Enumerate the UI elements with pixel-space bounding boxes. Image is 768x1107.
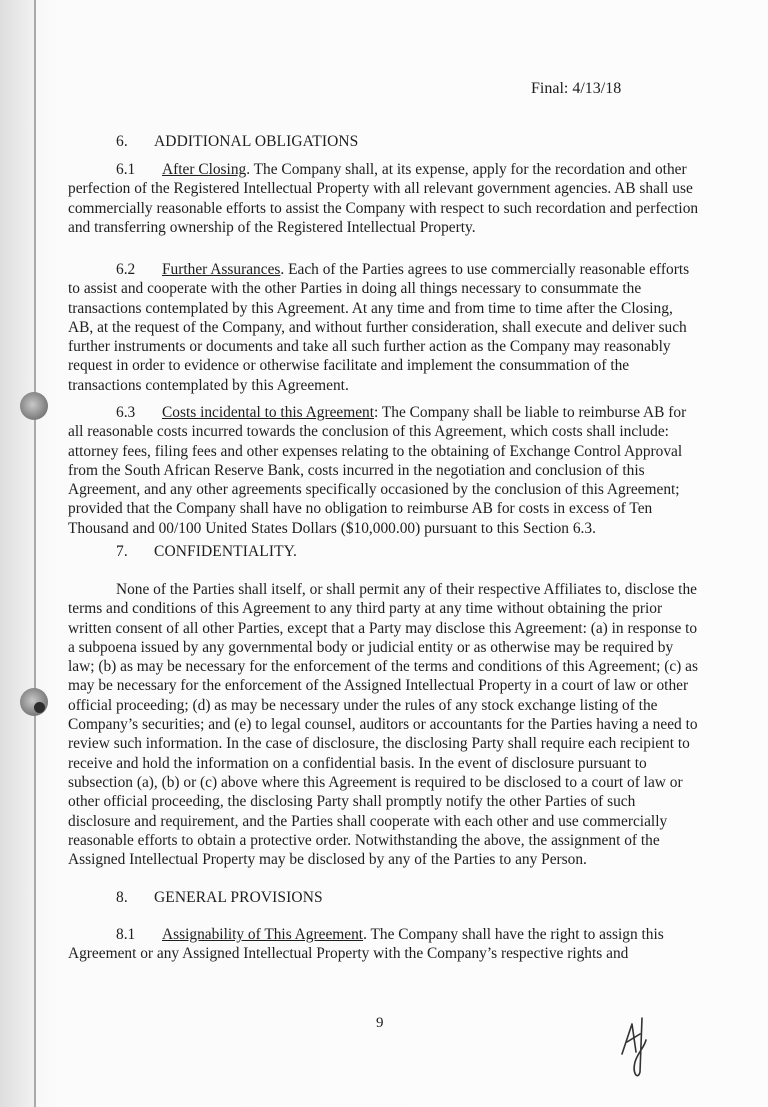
section-number: 6.: [116, 133, 128, 150]
subsection-6-2: 6.2 Further Assurances. Each of the Parties agrees to use commercially reasonable efforts to assist and cooperate with the other Parties in doing all things necessary to consummate the transactions contemplated by this Agreement. At any time and from time to time after the Closing, AB, at the request of the Company, and without further consideration, shall execute and deliver such further instruments or documents and take all such further action as the Company may reasonably request in order to evidence or otherwise facilitate and implement the consummation of the transactions contemplated by this Agreement.: [68, 261, 690, 394]
page-number: 9: [376, 1015, 384, 1031]
section-title: CONFIDENTIALITY.: [154, 543, 297, 560]
section-number: 7.: [116, 543, 128, 560]
subsection-body: Each of the Parties agrees to use commercially reasonable efforts to assist and cooperate with the other Parties in doing all things necessary to consummate the transactions contemplated by this Agreement. At any time and from time to time after the Closing, AB, at the request of the Company, and without further consideration, shall execute and deliver such further instruments or documents and take all such further action as the Company may reasonably request in order to evidence or otherwise facilitate and implement the consummation of the transactions contemplated by this Agreement.: [68, 261, 690, 394]
version-label: Final: 4/13/18: [531, 80, 622, 97]
section-title: ADDITIONAL OBLIGATIONS: [154, 133, 359, 150]
subsection-6-1: 6.1 After Closing. The Company shall, at its expense, apply for the recordation and other perfection of the Registered Intellectual Property with all relevant government agencies. AB shall use commercially reasonable efforts to assist the Company with respect to such recordation and perfection and transferring ownership of the Registered Intellectual Property.: [68, 161, 699, 236]
initials-signature-icon: [618, 1012, 658, 1082]
subsection-body: The Company shall, at its expense, apply for the recordation and other perfection of the Registered Intellectual Property with all relevant government agencies. AB shall use commercially reasonable efforts to assist the Company with respect to such recordation and perfection and transferring ownership of the Registered Intellectual Property.: [68, 161, 699, 236]
section-heading-8: [116, 889, 323, 907]
section-title: GENERAL PROVISIONS: [154, 889, 323, 906]
subsection-number: 6.3: [116, 404, 136, 421]
subsection-title: Further Assurances: [162, 261, 281, 278]
section-heading-6: [116, 133, 358, 151]
section-heading-7: [116, 543, 297, 561]
subsection-body: The Company shall be liable to reimburse AB for all reasonable costs incurred towards the conclusion of this Agreement, which costs shall include: attorney fees, filing fees and other expenses relating to the obtaining of Exchange Control Approval from the South African Reserve Bank, costs incurred in the negotiation and conclusion of this Agreement, and any other agreements specifically occasioned by the conclusion of this Agreement; provided that the Company shall have no obligation to reimburse AB for costs in excess of Ten Thousand and 00/100 United States Dollars ($10,000.00) pursuant to this Section 6.3.: [68, 404, 687, 537]
subsection-number: 8.1: [116, 926, 136, 943]
confidentiality-text: None of the Parties shall itself, or shall permit any of their respective Affiliates to, disclose the terms and conditions of this Agreement to any third party at any time without obtaining the prior written consent of all other Parties, except that a Party may disclose this Agreement: (a) in response to a subpoena issued by any governmental body or judicial entity or as otherwise may be required by law; (b) as may be necessary for the enforcement of the terms and conditions of this Agreement; (c) as may be necessary for the enforcement of the Assigned Intellectual Property in a court of law or other official proceeding; (d) as may be necessary under the rules of any stock exchange listing of the Company’s securities; and (e) to legal counsel, auditors or accountants for the Parties having a need to review such information. In the case of disclosure, the disclosing Party shall require each recipient to receive and hold the information on a confidential basis. In the event of disclosure pursuant to subsection (a), (b) or (c) above where this Agreement is required to be disclosed to a court of law or other official proceeding, the disclosing Party shall promptly notify the other Parties of such disclosure and requirement, and the Parties shall cooperate with each other and use commercially reasonable efforts to obtain a protective order. Notwithstanding the above, the assignment of the Assigned Intellectual Property may be disclosed by any of the Parties to any Person.: [68, 581, 698, 869]
subsection-8-1: 8.1 Assignability of This Agreement. The Company shall have the right to assign this Agreement or any Assigned Intellectual Property with the Company’s respective rights and: [68, 926, 664, 963]
subsection-title: Costs incidental to this Agreement: [162, 404, 375, 421]
subsection-number: 6.1: [116, 161, 136, 178]
section-7-body: [68, 580, 700, 869]
subsection-title: Assignability of This Agreement: [162, 926, 364, 943]
subsection-6-3: 6.3 Costs incidental to this Agreement: The Company shall be liable to reimburse AB for all reasonable costs incurred towards the conclusion of this Agreement, which costs shall include: attorney fees, filing fees and other expenses relating to the obtaining of Exchange Control Approval from the South African Reserve Bank, costs incurred in the negotiation and conclusion of this Agreement, and any other agreements specifically occasioned by the conclusion of this Agreement; provided that the Company shall have no obligation to reimburse AB for costs in excess of Ten Thousand and 00/100 United States Dollars ($10,000.00) pursuant to this Section 6.3.: [68, 404, 687, 537]
section-number: 8.: [116, 889, 128, 906]
subsection-body: The Company shall have the right to assign this Agreement or any Assigned Intellectual Property with the Company’s respective rights and: [68, 926, 664, 963]
subsection-title: After Closing: [162, 161, 247, 178]
subsection-number: 6.2: [116, 261, 136, 278]
